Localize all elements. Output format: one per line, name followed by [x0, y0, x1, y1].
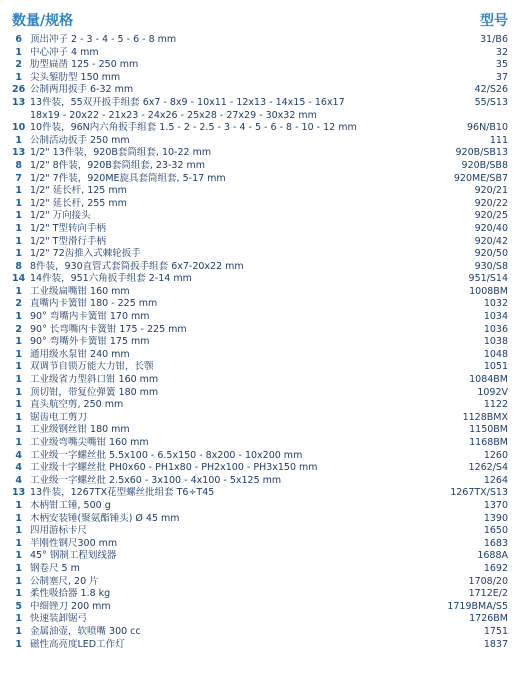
item-description: 木柄钳工锤, 500 g	[30, 499, 111, 511]
item-quantity: 1	[15, 437, 22, 448]
list-item	[12, 563, 508, 576]
item-model-code: 1692	[483, 562, 508, 574]
item-model-code: 920/40	[474, 222, 508, 234]
item-description: 1/2" 万向接头	[30, 210, 91, 222]
item-description: 公制活动扳手 250 mm	[30, 134, 130, 146]
item-description: 顶切钳，带复位弹簧 180 mm	[30, 386, 159, 398]
item-model-code: 1122	[483, 399, 508, 411]
item-description: 锯齿电工剪刀	[30, 411, 88, 423]
item-quantity: 10	[12, 122, 26, 134]
item-quantity: 4	[15, 474, 22, 486]
item-quantity: 1	[15, 613, 22, 625]
item-quantity: 1	[15, 550, 22, 562]
item-model-code: 920/42	[474, 235, 508, 247]
list-item	[12, 261, 508, 274]
item-model-code: 920/25	[474, 210, 508, 222]
item-quantity: 1	[15, 361, 22, 373]
list-item	[12, 248, 508, 261]
list-item	[12, 273, 508, 286]
item-description: 中心冲子 4 mm	[30, 46, 99, 58]
item-quantity: 4	[15, 462, 22, 474]
item-description: 尖头錾肋型 150 mm	[30, 71, 121, 83]
item-description: 工业级十字螺丝批 PH0x60 - PH1x80 - PH2x100 - PH3x150 mm	[30, 462, 318, 474]
item-description: 1/2" 8件装，920B套筒组套, 23-32 mm	[30, 159, 206, 171]
list-item	[12, 525, 508, 538]
item-model-code: 1708/20	[468, 575, 508, 587]
list-item	[12, 462, 508, 475]
item-model-code: 1150BM	[469, 424, 508, 436]
list-item	[12, 34, 508, 47]
item-quantity: 1	[15, 248, 22, 260]
item-quantity: 1	[15, 562, 22, 574]
item-quantity: 8	[15, 159, 22, 171]
item-model-code: 1719BMA/S5	[447, 600, 508, 612]
list-item	[12, 198, 508, 211]
item-model-code: 1390	[483, 512, 508, 524]
item-model-code: 1034	[483, 311, 508, 323]
list-item	[12, 59, 508, 72]
item-model-code: 1048	[483, 348, 508, 360]
item-description: 顶出冲子 2 - 3 - 4 - 5 - 6 - 8 mm	[30, 34, 177, 45]
item-description: 1/2" 延长杆, 255 mm	[30, 197, 127, 209]
item-quantity: 8	[15, 260, 22, 272]
item-description: 1/2" 7件装，920ME旋具套筒组套, 5-17 mm	[30, 172, 226, 184]
item-quantity: 1	[15, 197, 22, 209]
item-description: 8件装，930直管式套筒扳手组套 6x7-20x22 mm	[30, 260, 244, 272]
list-item	[12, 626, 508, 639]
item-model-code: 1051	[483, 361, 508, 373]
item-quantity: 13	[12, 487, 26, 499]
item-description: 中细锉刀 200 mm	[30, 600, 111, 612]
list-item	[12, 286, 508, 299]
item-description: 1/2" 延长杆, 125 mm	[30, 185, 127, 197]
item-description: 磁性高亮度LED工作灯	[30, 638, 125, 650]
item-quantity: 7	[15, 172, 22, 184]
item-model-code: 111	[489, 134, 508, 146]
list-item	[12, 639, 508, 652]
item-quantity: 5	[15, 600, 22, 612]
item-description: 18x19 - 20x22 - 21x23 - 24x26 - 25x28 - 27x29 - 30x32 mm	[30, 109, 317, 121]
list-item	[12, 223, 508, 236]
list-item	[12, 538, 508, 551]
list-item	[12, 324, 508, 337]
item-description: 肋型扁凿 125 - 250 mm	[30, 59, 139, 71]
item-description: 1/2" T型滑行手柄	[30, 235, 106, 247]
list-item	[12, 84, 508, 97]
item-description: 工业级一字螺丝批 2.5x60 - 3x100 - 4x100 - 5x125 mm	[30, 474, 282, 486]
item-description: 90° 弯嘴内卡簧钳 170 mm	[30, 311, 150, 323]
item-description: 13件装，55双开扳手组套 6x7 - 8x9 - 10x11 - 12x13 - 14x15 - 16x17	[30, 96, 345, 108]
item-description: 双调节自锁万能大力钳，长颚	[30, 361, 154, 373]
item-description: 工业级扁嘴钳 160 mm	[30, 285, 130, 297]
header-model: 型号	[480, 13, 508, 29]
item-model-code: 55/S13	[474, 96, 508, 108]
item-description: 90° 弯嘴外卡簧钳 175 mm	[30, 336, 150, 348]
list-item	[12, 601, 508, 614]
item-model-code: 1084BM	[469, 374, 508, 386]
item-description: 直头航空剪, 250 mm	[30, 399, 124, 411]
item-quantity: 1	[15, 235, 22, 247]
item-model-code: 920/50	[474, 248, 508, 260]
item-model-code: 1264	[483, 474, 508, 486]
item-model-code: 35	[495, 59, 508, 71]
item-description: 四用游标卡尺	[30, 525, 88, 537]
item-quantity: 1	[15, 512, 22, 524]
list-item	[12, 160, 508, 173]
item-description: 直嘴内卡簧钳 180 - 225 mm	[30, 298, 158, 310]
item-quantity: 1	[15, 537, 22, 549]
item-description: 柔性吸拾器 1.8 kg	[30, 588, 111, 600]
item-model-code: 1712E/2	[468, 588, 508, 600]
list-item	[12, 122, 508, 135]
item-description: 公制两用扳手 6-32 mm	[30, 84, 134, 96]
item-description: 工业级一字螺丝批 5.5x100 - 6.5x150 - 8x200 - 10x200 mm	[30, 449, 303, 461]
list-item	[12, 72, 508, 85]
item-description: 14件装，951六角扳手组套 2-14 mm	[30, 273, 192, 285]
item-quantity: 13	[12, 147, 26, 159]
item-description: 公制塞尺, 20 片	[30, 575, 99, 587]
item-description: 1/2" T型转向手柄	[30, 222, 106, 234]
item-model-code: 1837	[483, 638, 508, 650]
list-item	[12, 110, 508, 123]
item-model-code: 1092V	[477, 386, 508, 398]
list-item	[12, 399, 508, 412]
list-item	[12, 374, 508, 387]
item-model-code: 1688A	[477, 550, 508, 562]
item-description: 快速装卸锯弓	[30, 613, 88, 625]
item-quantity: 1	[15, 336, 22, 348]
item-description: 工业级钢丝钳 180 mm	[30, 424, 130, 436]
item-quantity: 1	[15, 525, 22, 537]
item-model-code: 1008BM	[469, 285, 508, 297]
item-model-code: 1038	[483, 336, 508, 348]
list-item	[12, 361, 508, 374]
list-item	[12, 576, 508, 589]
list-item	[12, 588, 508, 601]
item-model-code: 920/22	[474, 197, 508, 209]
item-model-code: 37	[495, 71, 508, 83]
item-quantity: 1	[15, 386, 22, 398]
item-quantity: 1	[15, 285, 22, 297]
item-model-code: 32	[495, 46, 508, 58]
item-description: 通用级水泵钳 240 mm	[30, 348, 130, 360]
list-item	[12, 500, 508, 513]
item-quantity: 1	[15, 46, 22, 58]
item-list	[12, 34, 508, 651]
list-item	[12, 298, 508, 311]
list-item	[12, 437, 508, 450]
item-model-code: 1262/S4	[468, 462, 508, 474]
item-description: 90° 长弯嘴内卡簧钳 175 - 225 mm	[30, 323, 187, 335]
item-description: 工业级弯嘴尖嘴钳 160 mm	[30, 437, 149, 448]
item-quantity: 1	[15, 222, 22, 234]
item-quantity: 1	[15, 210, 22, 222]
item-model-code: 1650	[483, 525, 508, 537]
item-model-code: 1370	[483, 499, 508, 511]
list-item	[12, 450, 508, 463]
item-quantity: 1	[15, 185, 22, 197]
item-description: 木柄安装锤(聚氨酯锤头) Ø 45 mm	[30, 512, 180, 524]
list-item	[12, 475, 508, 488]
item-model-code: 96N/B10	[466, 122, 508, 134]
item-quantity: 2	[15, 323, 22, 335]
item-model-code: 1128BMX	[462, 411, 508, 423]
header-quantity-spec: 数量/规格	[12, 13, 74, 29]
item-quantity: 13	[12, 96, 26, 108]
list-item	[12, 424, 508, 437]
item-quantity: 1	[15, 399, 22, 411]
item-quantity: 2	[15, 59, 22, 71]
item-quantity: 1	[15, 575, 22, 587]
item-model-code: 1032	[483, 298, 508, 310]
item-quantity: 6	[15, 34, 22, 45]
item-model-code: 951/S14	[468, 273, 508, 285]
item-quantity: 1	[15, 374, 22, 386]
list-item	[12, 47, 508, 60]
item-quantity: 26	[12, 84, 26, 96]
list-item	[12, 173, 508, 186]
item-description: 1/2" 13件装，920B套筒组套, 10-22 mm	[30, 147, 212, 159]
item-description: 1/2" 72齿推入式棘轮扳手	[30, 248, 141, 260]
item-model-code: 42/S26	[474, 84, 508, 96]
item-model-code: 1726BM	[469, 613, 508, 625]
item-quantity: 1	[15, 424, 22, 436]
item-model-code: 920/21	[474, 185, 508, 197]
item-model-code: 1267TX/S13	[450, 487, 508, 499]
item-model-code: 1036	[483, 323, 508, 335]
list-item	[12, 210, 508, 223]
item-quantity: 1	[15, 348, 22, 360]
item-quantity: 4	[15, 449, 22, 461]
list-item	[12, 613, 508, 626]
list-item	[12, 147, 508, 160]
item-quantity: 2	[15, 298, 22, 310]
list-item	[12, 550, 508, 563]
item-model-code: 1260	[483, 449, 508, 461]
list-item	[12, 311, 508, 324]
item-quantity: 1	[15, 134, 22, 146]
item-description: 钢卷尺 5 m	[30, 562, 80, 574]
item-quantity: 1	[15, 625, 22, 637]
list-item	[12, 349, 508, 362]
list-item	[12, 487, 508, 500]
item-description: 工业级省力型斜口钳 160 mm	[30, 374, 159, 386]
item-model-code: 1751	[483, 625, 508, 637]
item-model-code: 1683	[483, 537, 508, 549]
list-item	[12, 336, 508, 349]
item-description: 金属油壶，软喷嘴 300 cc	[30, 625, 141, 637]
item-model-code: 31/B6	[480, 34, 508, 45]
item-quantity: 1	[15, 499, 22, 511]
list-item	[12, 185, 508, 198]
item-model-code: 1168BM	[469, 437, 508, 448]
item-quantity: 1	[15, 638, 22, 650]
item-model-code: 930/S8	[474, 260, 508, 272]
list-item	[12, 412, 508, 425]
item-model-code: 920B/SB13	[455, 147, 508, 159]
item-quantity: 1	[15, 71, 22, 83]
item-quantity: 1	[15, 588, 22, 600]
item-description: 13件装，1267TX花型螺丝批组套 T6÷T45	[30, 487, 215, 499]
table-header	[12, 10, 508, 32]
list-item	[12, 387, 508, 400]
list-item	[12, 513, 508, 526]
list-item	[12, 97, 508, 110]
item-quantity: 1	[15, 311, 22, 323]
list-item	[12, 135, 508, 148]
item-description: 10件装，96N内六角扳手组套 1.5 - 2 - 2.5 - 3 - 4 - 5 - 6 - 8 - 10 - 12 mm	[30, 122, 357, 134]
item-description: 45° 钢制工程划线器	[30, 550, 117, 562]
item-quantity: 1	[15, 411, 22, 423]
item-description: 半刚性钢尺300 mm	[30, 537, 118, 549]
item-model-code: 920B/SB8	[461, 159, 508, 171]
item-model-code: 920ME/SB7	[453, 172, 508, 184]
list-item	[12, 236, 508, 249]
item-quantity: 14	[12, 273, 26, 285]
